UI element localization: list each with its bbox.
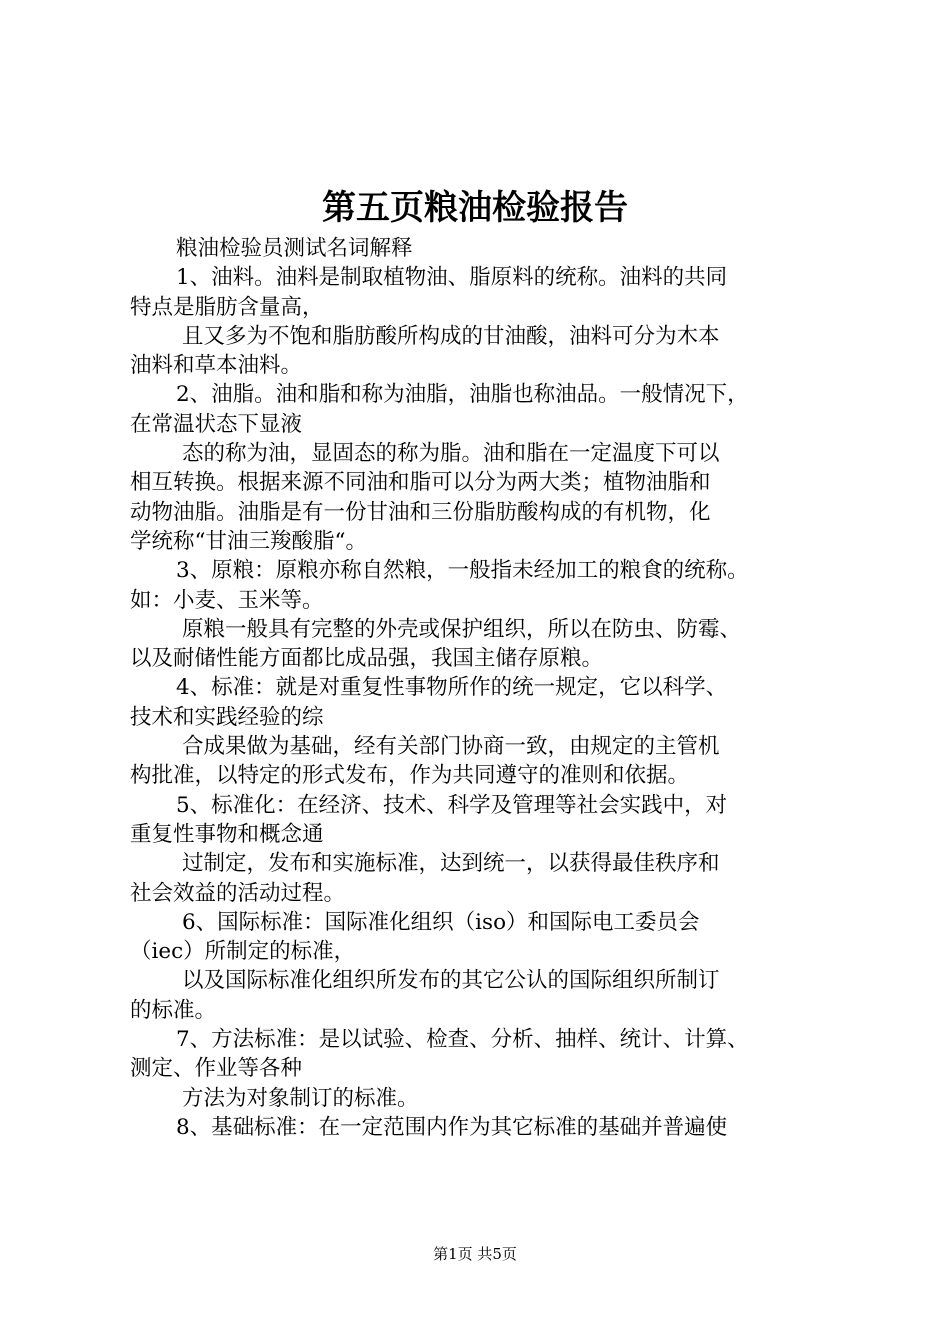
text-line: 学统称“甘油三羧酸脂“。: [130, 528, 367, 554]
text-line: 合成果做为基础，经有关部门协商一致，由规定的主管机: [182, 734, 720, 760]
text-line: 重复性事物和概念通: [130, 821, 324, 847]
text-line: 在常温状态下显液: [130, 411, 303, 437]
text-line: 社会效益的活动过程。: [130, 880, 346, 906]
text-line: 以及国际标准化组织所发布的其它公认的国际组织所制订: [182, 968, 720, 994]
text-line: 粮油检验员测试名词解释: [176, 236, 413, 261]
text-line: 7、方法标准：是以试验、检查、分析、抽样、统计、计算、: [176, 1027, 749, 1053]
text-line: 且又多为不饱和脂肪酸所构成的甘油酸，油料可分为木本: [182, 323, 720, 349]
page-footer: 第1页 共5页: [433, 1245, 517, 1263]
text-line: 以及耐储性能方面都比成品强，我国主储存原粮。: [130, 646, 604, 672]
text-line: 方法为对象制订的标准。: [182, 1085, 419, 1111]
text-line: 态的称为油，显固态的称为脂。油和脂在一定温度下可以: [182, 441, 720, 467]
text-line: 测定、作业等各种: [130, 1056, 303, 1082]
text-line: （iec）所制定的标准，: [130, 939, 356, 965]
text-line: 构批准，以特定的形式发布，作为共同遵守的准则和依据。: [130, 763, 690, 789]
document-body: [130, 234, 870, 1142]
text-line: 油料和草本油料。: [130, 353, 303, 379]
text-line: 原粮一般具有完整的外壳或保护组织，所以在防虫、防霉、: [182, 616, 742, 642]
text-line: 4、标准：就是对重复性事物所作的统一规定，它以科学、: [176, 675, 728, 701]
document-title: 第五页粮油检验报告: [322, 188, 628, 228]
text-line: 1、油料。油料是制取植物油、脂原料的统称。油料的共同: [176, 265, 728, 291]
text-line: 特点是脂肪含量高，: [130, 294, 324, 320]
text-line: 6、国际标准：国际准化组织（iso）和国际电工委员会: [182, 909, 700, 935]
text-line: 5、标准化：在经济、技术、科学及管理等社会实践中，对: [176, 792, 728, 818]
text-line: 的标准。: [130, 997, 217, 1023]
text-line: 相互转换。根据来源不同油和脂可以分为两大类；植物油脂和: [130, 470, 711, 496]
text-line: 8、基础标准：在一定范围内作为其它标准的基础并普遍使: [176, 1114, 728, 1140]
text-line: 3、原粮：原粮亦称自然粮，一般指未经加工的粮食的统称。: [176, 558, 749, 584]
text-line: 2、油脂。油和脂和称为油脂，油脂也称油品。一般情况下，: [176, 382, 749, 408]
text-line: 技术和实践经验的综: [130, 704, 324, 730]
text-line: 动物油脂。油脂是有一份甘油和三份脂肪酸构成的有机物，化: [130, 499, 711, 525]
text-line: 如：小麦、玉米等。: [130, 587, 324, 613]
text-line: 过制定，发布和实施标准，达到统一，以获得最佳秩序和: [182, 851, 720, 877]
